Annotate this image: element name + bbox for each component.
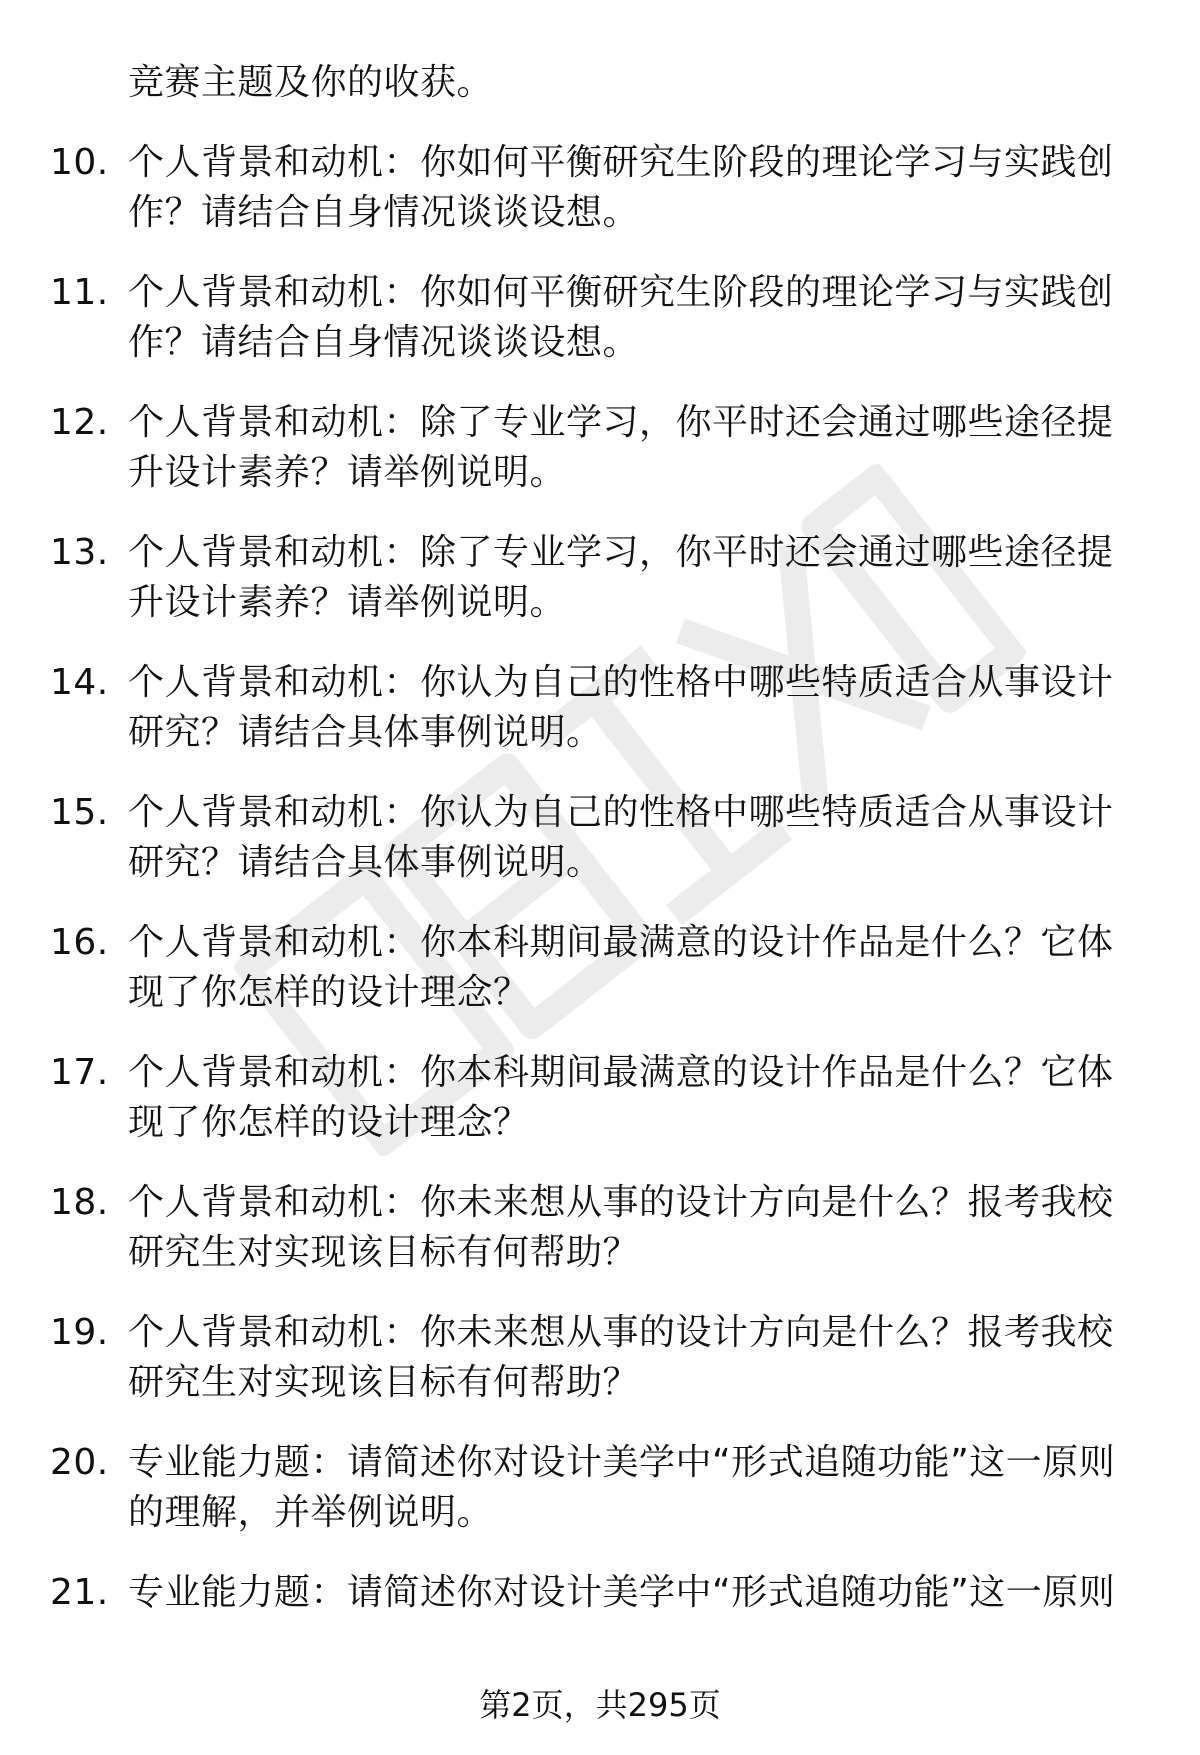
continued-question-text: 竞赛主题及你的收获。 [128, 62, 494, 103]
question-text: 个人背景和动机：你如何平衡研究生阶段的理论学习与实践创作？请结合自身情况谈谈设想。 [128, 142, 1114, 233]
question-number: 19. [50, 1312, 109, 1353]
question-number: 17. [50, 1052, 109, 1093]
question-text: 个人背景和动机：你认为自己的性格中哪些特质适合从事设计研究？请结合具体事例说明。 [128, 792, 1114, 883]
question-item [50, 1178, 1160, 1278]
question-number: 12. [50, 402, 109, 443]
question-number: 13. [50, 532, 109, 573]
question-number: 15. [50, 792, 109, 833]
question-text: 个人背景和动机：你未来想从事的设计方向是什么？报考我校研究生对实现该目标有何帮助？ [128, 1182, 1114, 1273]
question-item [50, 1308, 1160, 1408]
question-number: 14. [50, 662, 109, 703]
question-item [50, 138, 1160, 238]
question-item [50, 1568, 1160, 1618]
question-item [50, 658, 1160, 758]
question-item [50, 1048, 1160, 1148]
question-item [50, 918, 1160, 1018]
question-text: 个人背景和动机：你如何平衡研究生阶段的理论学习与实践创作？请结合自身情况谈谈设想。 [128, 272, 1114, 363]
question-text: 专业能力题：请简述你对设计美学中“形式追随功能”这一原则的理解，并举例说明。 [128, 1442, 1116, 1533]
question-number: 16. [50, 922, 109, 963]
question-number: 10. [50, 142, 109, 183]
question-number: 20. [50, 1442, 109, 1483]
question-text: 个人背景和动机：除了专业学习，你平时还会通过哪些途径提升设计素养？请举例说明。 [128, 402, 1114, 493]
question-text: 专业能力题：请简述你对设计美学中“形式追随功能”这一原则 [128, 1572, 1116, 1613]
question-list [50, 138, 1160, 1648]
question-text: 个人背景和动机：你本科期间最满意的设计作品是什么？它体现了你怎样的设计理念？ [128, 922, 1114, 1013]
question-text: 个人背景和动机：你未来想从事的设计方向是什么？报考我校研究生对实现该目标有何帮助？ [128, 1312, 1114, 1403]
question-text: 个人背景和动机：你认为自己的性格中哪些特质适合从事设计研究？请结合具体事例说明。 [128, 662, 1114, 753]
question-item [50, 1438, 1160, 1538]
question-item [50, 528, 1160, 628]
question-number: 18. [50, 1182, 109, 1223]
question-item [50, 398, 1160, 498]
question-text: 个人背景和动机：除了专业学习，你平时还会通过哪些途径提升设计素养？请举例说明。 [128, 532, 1114, 623]
question-item [50, 788, 1160, 888]
question-item [50, 268, 1160, 368]
page-footer: 第2页，共295页 [479, 1686, 721, 1724]
question-number: 11. [50, 272, 109, 313]
question-number: 21. [50, 1572, 109, 1613]
question-text: 个人背景和动机：你本科期间最满意的设计作品是什么？它体现了你怎样的设计理念？ [128, 1052, 1114, 1143]
